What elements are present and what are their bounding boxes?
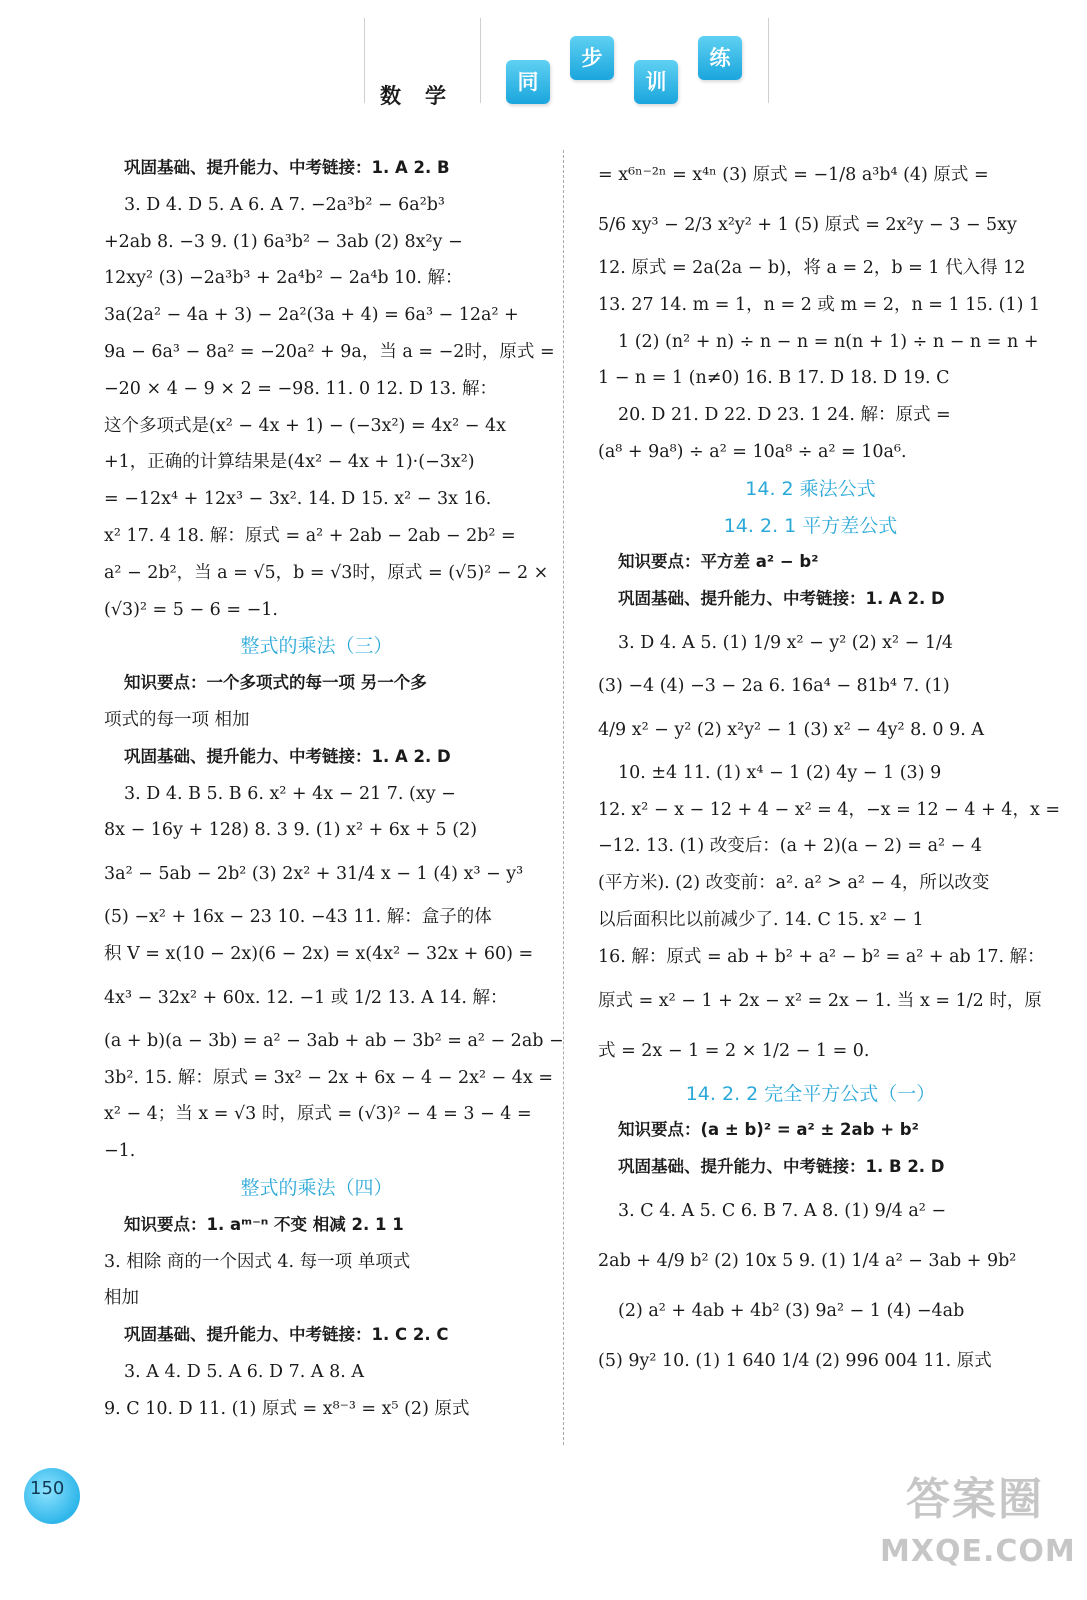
answer-heading: 巩固基础、提升能力、中考链接：1. B 2. D bbox=[618, 1157, 945, 1177]
answer-line: 式 = 2x − 1 = 2 × 1/2 − 1 = 0. bbox=[598, 1040, 870, 1061]
watermark-text: 答案圈 bbox=[906, 1474, 1044, 1525]
answer-line: 3. D 4. B 5. B 6. x² + 4x − 21 7. (xy − bbox=[124, 783, 456, 804]
answer-line: 3. D 4. D 5. A 6. A 7. −2a³b² − 6a²b³ bbox=[124, 194, 445, 215]
answer-line: = −12x⁴ + 12x³ − 3x². 14. D 15. x² − 3x 16. bbox=[104, 489, 492, 510]
knowledge-point: 知识要点：平方差 a² − b² bbox=[618, 552, 819, 572]
answer-heading: 巩固基础、提升能力、中考链接：1. A 2. D bbox=[124, 746, 451, 766]
title-badge: 练 bbox=[698, 36, 742, 80]
section-title: 整式的乘法（三） bbox=[240, 635, 393, 658]
answer-line: (平方米). (2) 改变前：a². a² > a² − 4，所以改变 bbox=[598, 873, 990, 894]
answer-line: (5) −x² + 16x − 23 10. −43 11. 解：盒子的体 bbox=[104, 907, 492, 928]
answer-line: 以后面积比以前减少了. 14. C 15. x² − 1 bbox=[598, 909, 924, 930]
answer-line: 3. C 4. A 5. C 6. B 7. A 8. (1) 9/4 a² − bbox=[618, 1200, 947, 1221]
answer-line: 积 V = x(10 − 2x)(6 − 2x) = x(4x² − 32x + 60) = bbox=[104, 943, 534, 964]
answer-line: 这个多项式是(x² − 4x + 1) − (−3x²) = 4x² − 4x bbox=[104, 415, 506, 436]
answer-line: a² − 2b²，当 a = √5，b = √3时，原式 = (√5)² − 2 × bbox=[104, 562, 549, 583]
header-rule bbox=[480, 18, 481, 103]
answer-line: 1 − n = 1 (n≠0) 16. B 17. D 18. D 19. C bbox=[598, 368, 950, 389]
answer-line: 4x³ − 32x² + 60x. 12. −1 或 1/2 13. A 14. 解： bbox=[104, 987, 508, 1008]
watermark-logo bbox=[880, 1470, 1076, 1590]
answer-line: (√3)² = 5 − 6 = −1. bbox=[104, 599, 278, 620]
subject-label: 数学 bbox=[380, 84, 470, 108]
answer-line: 项式的每一项 相加 bbox=[104, 709, 250, 730]
right-column bbox=[598, 150, 1061, 1386]
answer-line: (a + b)(a − 3b) = a² − 3ab + ab − 3b² = a² − 2ab − bbox=[104, 1030, 564, 1051]
answer-heading: 巩固基础、提升能力、中考链接：1. A 2. D bbox=[618, 589, 945, 609]
answer-line: 20. D 21. D 22. D 23. 1 24. 解：原式 = bbox=[618, 405, 951, 426]
answer-line: (5) 9y² 10. (1) 1 640 1/4 (2) 996 004 11. 原式 bbox=[598, 1350, 992, 1371]
answer-line: (a⁸ + 9a⁸) ÷ a² = 10a⁸ ÷ a² = 10a⁶. bbox=[598, 441, 907, 462]
answer-line: −20 × 4 − 9 × 2 = −98. 11. 0 12. D 13. 解： bbox=[104, 378, 498, 399]
subsection-title: 14. 2. 1 平方差公式 bbox=[723, 514, 898, 537]
page-number: 150 bbox=[30, 1478, 65, 1499]
watermark-url: MXQE.COM bbox=[880, 1534, 1076, 1569]
answer-line: 相加 bbox=[104, 1288, 139, 1309]
answer-line: 2ab + 4/9 b² (2) 10x 5 9. (1) 1/4 a² − 3ab + 9b² bbox=[598, 1250, 1017, 1271]
answer-line: 3. A 4. D 5. A 6. D 7. A 8. A bbox=[124, 1361, 364, 1382]
answer-heading: 巩固基础、提升能力、中考链接：1. A 2. B bbox=[124, 158, 450, 177]
section-title: 整式的乘法（四） bbox=[240, 1176, 393, 1199]
column-divider bbox=[563, 150, 564, 1445]
answer-line: 10. ±4 11. (1) x⁴ − 1 (2) 4y − 1 (3) 9 bbox=[618, 762, 942, 783]
answer-line: (2) a² + 4ab + 4b² (3) 9a² − 1 (4) −4ab bbox=[618, 1300, 965, 1321]
answer-line: 3b². 15. 解：原式 = 3x² − 2x + 6x − 4 − 2x² − 4x = bbox=[104, 1067, 554, 1088]
answer-line: 9. C 10. D 11. (1) 原式 = x⁸⁻³ = x⁵ (2) 原式 bbox=[104, 1398, 470, 1419]
answer-line: 3. D 4. A 5. (1) 1/9 x² − y² (2) x² − 1/4 bbox=[618, 632, 953, 653]
answer-line: 原式 = x² − 1 + 2x − x² = 2x − 1. 当 x = 1/2 时，原 bbox=[598, 990, 1042, 1011]
answer-line: x² − 4；当 x = √3 时，原式 = (√3)² − 4 = 3 − 4 = bbox=[104, 1104, 532, 1125]
answer-line: 12. x² − x − 12 + 4 − x² = 4，−x = 12 − 4 + 4，x = bbox=[598, 799, 1061, 820]
left-column bbox=[104, 150, 564, 1428]
answer-line: 8x − 16y + 128) 8. 3 9. (1) x² + 6x + 5 (2) bbox=[104, 820, 478, 841]
header-rule bbox=[364, 18, 365, 103]
subsection-title: 14. 2. 2 完全平方公式（一） bbox=[685, 1082, 936, 1105]
title-badge: 同 bbox=[506, 60, 550, 104]
answer-line: 13. 27 14. m = 1，n = 2 或 m = 2，n = 1 15. (1) 1 bbox=[598, 294, 1041, 315]
answer-line: 3a(2a² − 4a + 3) − 2a²(3a + 4) = 6a³ − 12a² + bbox=[104, 305, 519, 326]
answer-line: 16. 解：原式 = ab + b² + a² − b² = a² + ab 17. 解： bbox=[598, 946, 1045, 967]
title-badge: 训 bbox=[634, 60, 678, 104]
answer-line: 1 (2) (n² + n) ÷ n − n = n(n + 1) ÷ n − n = n + bbox=[618, 331, 1039, 352]
answer-line: −1. bbox=[104, 1141, 136, 1162]
header-rule bbox=[768, 18, 769, 103]
answer-line: x² 17. 4 18. 解：原式 = a² + 2ab − 2ab − 2b² = bbox=[104, 525, 516, 546]
answer-line: 5/6 xy³ − 2/3 x²y² + 1 (5) 原式 = 2x²y − 3 − 5xy bbox=[598, 215, 1017, 235]
answer-line: 12xy² (3) −2a³b³ + 2a⁴b² − 2a⁴b 10. 解： bbox=[104, 268, 463, 289]
answer-line: 9a − 6a³ − 8a² = −20a² + 9a，当 a = −2时，原式 = bbox=[104, 341, 555, 362]
answer-line: (3) −4 (4) −3 − 2a 6. 16a⁴ − 81b⁴ 7. (1) bbox=[598, 675, 950, 696]
answer-line: +2ab 8. −3 9. (1) 6a³b² − 3ab (2) 8x²y − bbox=[104, 231, 463, 252]
answer-heading: 巩固基础、提升能力、中考链接：1. C 2. C bbox=[124, 1325, 449, 1345]
answer-line: −12. 13. (1) 改变后：(a + 2)(a − 2) = a² − 4 bbox=[598, 836, 982, 857]
title-badge: 步 bbox=[570, 36, 614, 80]
answer-line: +1，正确的计算结果是(4x² − 4x + 1)·(−3x²) bbox=[104, 452, 475, 473]
page-header bbox=[0, 0, 1087, 130]
answer-line: 3. 相除 商的一个因式 4. 每一项 单项式 bbox=[104, 1251, 411, 1272]
knowledge-point: 知识要点：1. aᵐ⁻ⁿ 不变 相减 2. 1 1 bbox=[124, 1214, 404, 1234]
section-title: 14. 2 乘法公式 bbox=[745, 477, 876, 500]
answer-line: 12. 原式 = 2a(2a − b)，将 a = 2，b = 1 代入得 12 bbox=[598, 258, 1026, 278]
answer-line: 4/9 x² − y² (2) x²y² − 1 (3) x² − 4y² 8. 0 9. A bbox=[598, 719, 984, 740]
knowledge-point: 知识要点：(a ± b)² = a² ± 2ab + b² bbox=[618, 1120, 919, 1140]
answer-line: 3a² − 5ab − 2b² (3) 2x² + 31/4 x − 1 (4) x³ − y³ bbox=[104, 864, 524, 885]
answer-line: = x⁶ⁿ⁻²ⁿ = x⁴ⁿ (3) 原式 = −1/8 a³b⁴ (4) 原式 = bbox=[598, 165, 989, 185]
knowledge-point: 知识要点：一个多项式的每一项 另一个多 bbox=[124, 673, 427, 693]
